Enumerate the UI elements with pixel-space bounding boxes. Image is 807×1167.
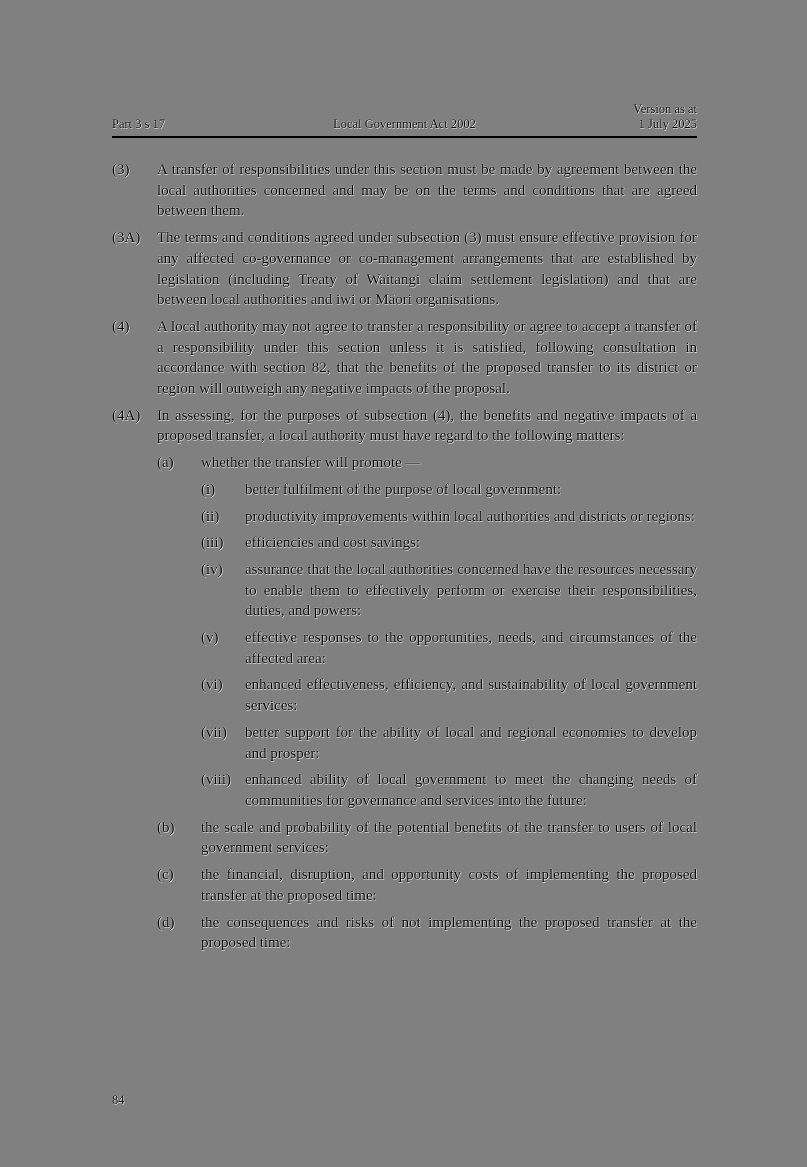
running-header bbox=[112, 100, 697, 136]
subparagraph-text: effective responses to the opportunities, needs, and circumstances of the affected area: bbox=[245, 630, 697, 667]
subparagraph-vi bbox=[201, 675, 697, 716]
header-rule bbox=[112, 136, 697, 138]
subparagraph-number: (v) bbox=[201, 630, 219, 647]
subsection-4a bbox=[112, 406, 697, 954]
subparagraph-iii bbox=[201, 533, 697, 554]
subsection-4 bbox=[112, 317, 697, 400]
header-part-section: Part 3 s 17 bbox=[112, 117, 166, 131]
subparagraph-v bbox=[201, 628, 697, 669]
subparagraph-text: assurance that the local authorities concerned have the resources necessary to enable them to effectively perform or exercise their responsibilities, duties, and powers: bbox=[245, 561, 697, 620]
subparagraph-number: (iii) bbox=[201, 535, 224, 552]
subparagraph-i bbox=[201, 480, 697, 501]
subparagraph-text: better fulfilment of the purpose of local government: bbox=[245, 481, 562, 498]
paragraph-number: (d) bbox=[157, 914, 175, 931]
paragraph-c bbox=[157, 865, 697, 906]
header-act-title: Local Government Act 2002 bbox=[333, 117, 476, 131]
paragraph-text: the financial, disruption, and opportunity costs of implementing the proposed transfer at the proposed time: bbox=[201, 867, 697, 904]
subparagraph-text: productivity improvements within local authorities and districts or regions: bbox=[245, 508, 695, 525]
paragraph-number: (a) bbox=[157, 455, 174, 472]
subparagraph-number: (vi) bbox=[201, 677, 223, 694]
subsection-number: (4A) bbox=[112, 407, 141, 424]
page-number: 84 bbox=[112, 1093, 125, 1107]
header-version-date: 1 July 2025 bbox=[638, 117, 697, 131]
subparagraph-iv bbox=[201, 560, 697, 622]
subsection-3 bbox=[112, 160, 697, 222]
subparagraph-number: (ii) bbox=[201, 508, 220, 525]
subsection-3a bbox=[112, 228, 697, 311]
subsection-number: (3A) bbox=[112, 230, 141, 247]
subparagraph-viii bbox=[201, 770, 697, 811]
subparagraph-vii bbox=[201, 723, 697, 764]
header-version-label: Version as at bbox=[633, 102, 697, 116]
subparagraph-text: better support for the ability of local and regional economies to develop and prosper: bbox=[245, 724, 697, 762]
subsection-number: (3) bbox=[112, 162, 130, 178]
paragraph-number: (b) bbox=[157, 819, 175, 836]
subparagraph-number: (vii) bbox=[201, 724, 227, 741]
subparagraph-number: (iv) bbox=[201, 561, 223, 578]
paragraph-text: the consequences and risks of not implementing the proposed transfer at the proposed time: bbox=[201, 914, 697, 952]
paragraph-text: the scale and probability of the potential benefits of the transfer to users of local government services: bbox=[201, 819, 697, 857]
paragraph-d bbox=[157, 913, 697, 954]
paragraph-number: (c) bbox=[157, 867, 174, 884]
paragraph-text: whether the transfer will promote — bbox=[201, 455, 421, 472]
subparagraph-text: enhanced effectiveness, efficiency, and sustainability of local government services: bbox=[245, 677, 697, 715]
paragraph-a bbox=[157, 453, 697, 812]
subsection-text: The terms and conditions agreed under subsection (3) must ensure effective provision for any affected co-governance or co-management arrangements that are established by legislation (including Treaty of Waitangi claim settlement legislation) and that are between local authorities and iwi or Māori organisations. bbox=[157, 230, 697, 309]
subsection-text: In assessing, for the purposes of subsection (4), the benefits and negative impacts of a proposed transfer, a local authority must have regard to the following matters: bbox=[157, 407, 697, 445]
subparagraph-text: enhanced ability of local government to meet the changing needs of communities for governance and services into the future: bbox=[245, 772, 697, 809]
subparagraph-text: efficiencies and cost savings: bbox=[245, 535, 421, 552]
subparagraph-number: (i) bbox=[201, 481, 216, 498]
header-version bbox=[633, 102, 697, 132]
subsection-number: (4) bbox=[112, 318, 130, 335]
subsection-text: A transfer of responsibilities under this section must be made by agreement between the local authorities concerned and may be on the terms and conditions that are agreed between them. bbox=[157, 162, 697, 220]
subsection-text: A local authority may not agree to transfer a responsibility or agree to accept a transfer of a responsibility under this section unless it is satisfied, following consultation in accordance with section 82, that the benefits of the proposed transfer to its district or region will outweigh any negative impacts of the proposal. bbox=[157, 318, 697, 398]
subparagraph-number: (viii) bbox=[201, 772, 231, 789]
subparagraph-ii bbox=[201, 507, 697, 528]
document-body bbox=[112, 160, 697, 960]
paragraph-b bbox=[157, 818, 697, 859]
